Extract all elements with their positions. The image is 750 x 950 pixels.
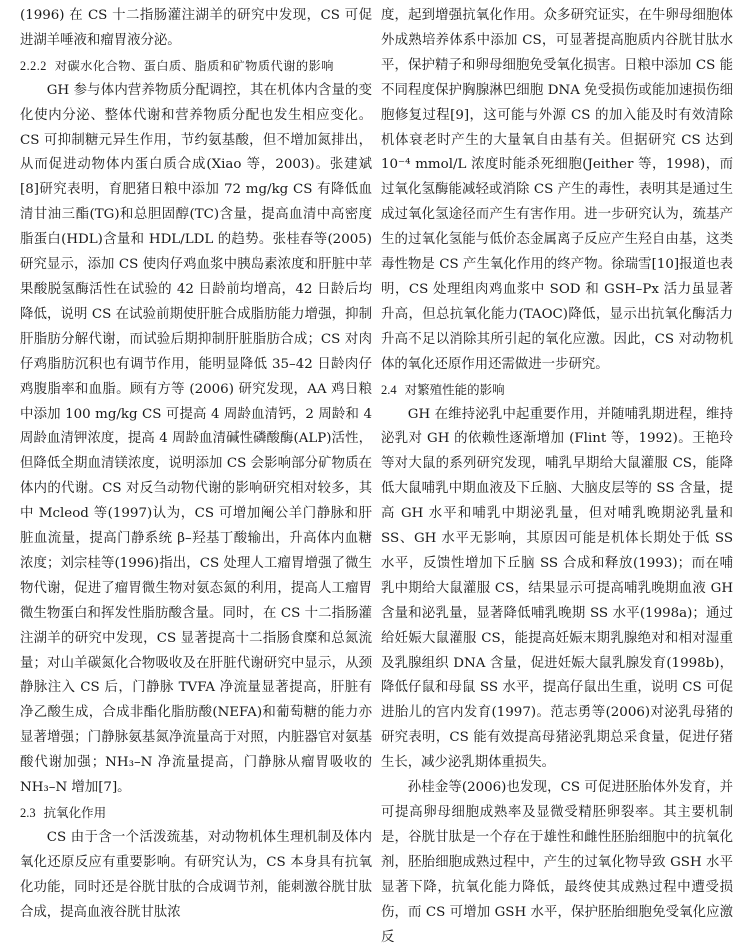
paragraph-antioxidant: CS 由于含一个活泼巯基，对动物机体生理机制及体内氧化还原反应有重要影响。有研究认为，CS 本身具有抗氧化功能，同时还是谷胱甘肽的合成调节剂，能刺激谷胱甘肽合成，提高血液谷胱甘肽浓 [20,829,372,920]
section-title: 对繁殖性能的影响 [404,381,505,397]
section-number: 2.4 [381,382,397,397]
paragraph-metabolism: GH 参与体内营养物质分配调控，其在机体内含量的变化使内分泌、整体代谢和营养物质分配也发生相应变化。CS 可抑制糖元异生作用，节约氨基酸，但不增加氮排出，从而促进动物体内蛋白质合成(Xiao 等，2003)。张建斌[8]研究表明，育肥猪日粮中添加 72 mg/kg CS 有降低血清甘油三酯(TG)和总胆固醇(TC)含量，提高血清中高密度脂蛋白(HDL)含量和 HDL/LDL 的趋势。张桂春等(2005)研究显示，添加 CS 使肉仔鸡血浆中胰岛素浓度和肝脏中苹果酸脱氢酶活性在试验的 42 日龄前均增高，42 日龄后均降低，说明 CS 在试验前期使肝脏合成脂肪能力增强，抑制肝脂肪分解代谢，而试验后期抑制肝脏脂肪合成；CS 对肉仔鸡脂肪沉积也有调节作用，能明显降低 35–42 日龄肉仔鸡腹脂率和血脂。顾有方等 (2006) 研究发现，AA 鸡日粮中添加 100 mg/kg CS 可提高 4 周龄血清钙，2 周龄和 4 周龄血清钾浓度，提高 4 周龄血清碱性磷酸酶(ALP)活性，但降低全期血清镁浓度，说明添加 CS 会影响部分矿物质在体内的代谢。CS 对反刍动物代谢的影响研究相对较多，其中 Mcleod 等(1997)认为，CS 可增加阉公羊门静脉和肝脏血流量，提高门静系统 β–羟基丁酸输出，升高体内血糖浓度；刘宗桂等(1996)指出，CS 处理人工瘤胃增强了微生物代谢，促进了瘤胃微生物对氨态氮的利用，提高人工瘤胃微生物蛋白和挥发性脂肪酸含量。同时，在 CS 十二指肠灌注湖羊的研究中发现，CS 显著提高十二指肠食糜和总氮流量；对山羊碳氮化合物吸收及在肝脏代谢研究中显示，从颈静脉注入 CS 后，门静脉 TVFA 净流量显著提高，肝脏有净乙酸生成，合成非酯化脂肪酸(NEFA)和葡萄糖的能力亦显著增强；门静脉氨基氮净流量高于对照，内脏器官对氨基酸代谢加强；NH₃–N 净流量提高，门静脉从瘤胃吸收的 NH₃–N 增加[7]。 [20,82,372,796]
section-title: 抗氧化作用 [43,805,107,820]
section-heading-2-3 [20,801,372,826]
paragraph-antioxidant-continued: 度，起到增强抗氧化作用。众多研究证实，在牛卵母细胞体外成熟培养体系中添加 CS，可显著提高胞质内谷胱甘肽水平，保护精子和卵母细胞免受氧化损害。日粮中添加 CS 能不同程度保护胸腺淋巴细胞 DNA 免受损伤或能加速损伤细胞修复过程[9]，这可能与外源 CS 的加入能及时有效清除机体衰老时产生的大量氧自由基有关。但据研究 CS 达到 10⁻⁴ mmol/L 浓度时能杀死细胞(Jeither 等，1998)，而过氧化氢酶能减轻或消除 CS 产生的毒性，表明其是通过生成过氧化氢途径而产生有害作用。进一步研究认为，巯基产生的过氧化氢能与低价态金属离子反应产生羟自由基，这类毒性物是 CS 产生氧化作用的终产物。徐瑞雪[10]报道也表明，CS 处理组肉鸡血浆中 SOD 和 GSH–Px 活力虽显著升高，但总抗氧化能力(TAOC)降低，显示出抗氧化酶活力升高不足以消除其所引起的氧化应激。因此，CS 对动物机体的氧化还原作用还需做进一步研究。 [381,8,733,372]
section-number: 2.3 [20,806,36,820]
section-title: 对碳水化合物、蛋白质、脂质和矿物质代谢的影响 [54,58,334,73]
section-number: 2.2.2 [20,58,47,73]
paragraph-reproduction: GH 在维持泌乳中起重要作用，并随哺乳期进程，维持泌乳对 GH 的依赖性逐渐增加 (Flint 等，1992)。王艳玲等对大鼠的系列研究发现，哺乳早期给大鼠灌服 CS，能降低大鼠哺乳中期血液及下丘脑、大脑皮层等的 SS 含量，提高 GH 水平和哺乳中期泌乳量，但对哺乳晚期泌乳量和 SS、GH 水平无影响，其原因可能是机体长期处于低 SS 水平，反馈性增加下丘脑 SS 合成和释放(1993)；而在哺乳中期给大鼠灌服 CS，结果显示可提高哺乳晚期血液 GH 含量和泌乳量，显著降低哺乳晚期 SS 水平(1998a)；通过给妊娠大鼠灌服 CS，能提高妊娠末期乳腺绝对和相对湿重及乳腺组织 DNA 含量，促进妊娠大鼠乳腺发育(1998b)，降低仔鼠和母鼠 SS 水平，提高仔鼠出生重，说明 CS 可促进胎儿的宫内发育(1997)。范志勇等(2006)对泌乳母猪的研究表明，CS 能有效提高母猪泌乳期总采食量，促进仔猪生长，减少泌乳期体重损失。 [381,406,733,771]
paragraph-continued: (1996) 在 CS 十二指肠灌注湖羊的研究中发现，CS 可促进湖羊唾液和瘤胃液分泌。 [20,8,372,48]
right-column [381,4,733,950]
left-column [20,4,372,926]
paragraph-embryo: 孙桂金等(2006)也发现，CS 可促进胚胎体外发育，并可提高卵母细胞成熟率及显微受精胚卵裂率。其主要机制是，谷胱甘肽是一个存在于雄性和雌性胚胎细胞中的抗氧化剂，胚胎细胞成熟过程中，产生的过氧化物导致 GSH 水平显著下降，抗氧化能力降低，最终使其成熟过程中遭受损伤，而 CS 可增加 GSH 水平，保护胚胎细胞免受氧化应激反 [381,780,733,945]
section-heading-2-2-2 [20,54,372,79]
section-heading-2-4 [381,378,733,403]
